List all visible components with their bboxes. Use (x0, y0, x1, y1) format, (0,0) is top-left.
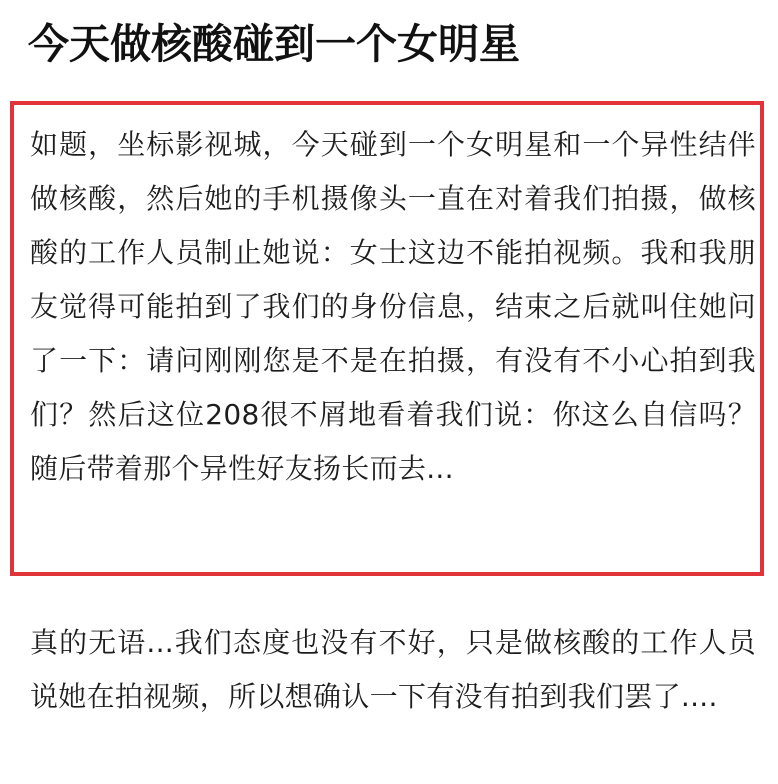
second-paragraph: 真的无语...我们态度也没有不好，只是做核酸的工作人员说她在拍视频，所以想确认一下有没有拍到我们罢了.... (30, 626, 756, 713)
post-title: 今天做核酸碰到一个女明星 (28, 20, 520, 68)
highlighted-paragraph: 如题，坐标影视城，今天碰到一个女明星和一个异性结伴做核酸，然后她的手机摄像头一直在对着我们拍摄，做核酸的工作人员制止她说：女士这边不能拍视频。我和我朋友觉得可能拍到了我们的身份信息，结束之后就叫住她问了一下：请问刚刚您是不是在拍摄，有没有不小心拍到我们？然后这位208很不屑地看着我们说：你这么自信吗？ 随后带着那个异性好友扬长而去... (30, 128, 756, 485)
